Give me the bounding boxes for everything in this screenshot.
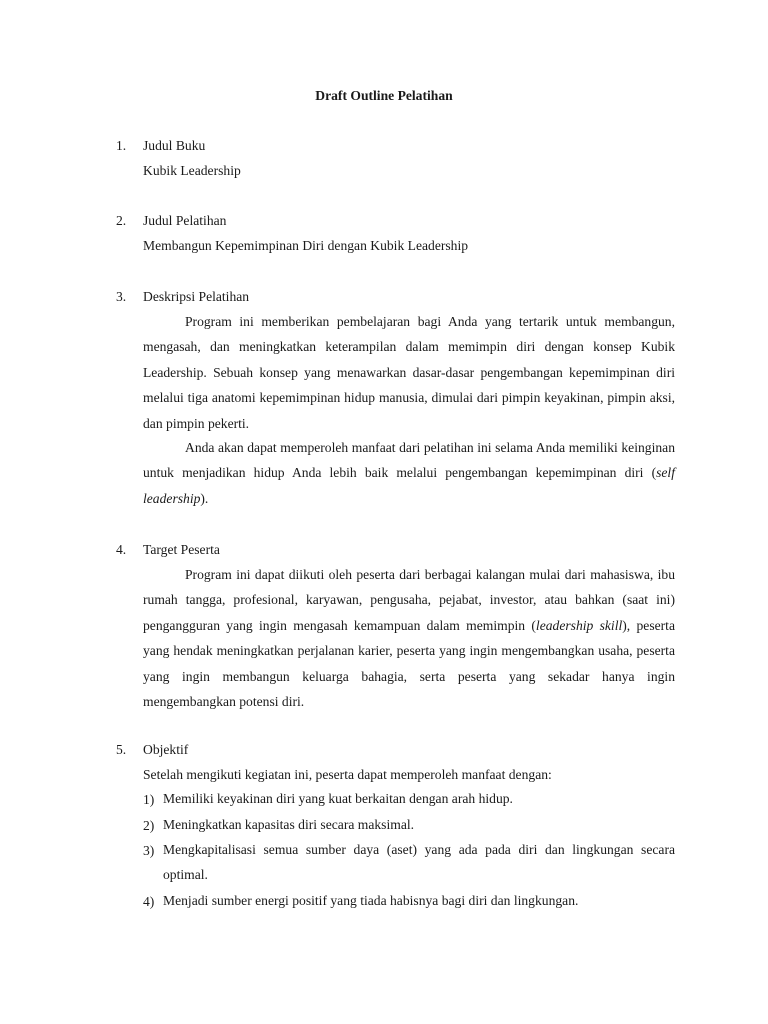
section-subtitle: Kubik Leadership	[143, 163, 241, 178]
section-number: 1.	[116, 138, 127, 153]
list-item-text: Memiliki keyakinan diri yang kuat berkaitan dengan arah hidup.	[163, 791, 513, 806]
target-paragraph-after: ), peserta yang hendak meningkatkan perjalanan karier, peserta yang ingin mengembangkan usaha, peserta yang ingin membangun keluarga bahagia, serta peserta yang sekadar hanya ingin mengembangkan potensi diri.	[143, 617, 675, 710]
section-number: 2.	[116, 213, 127, 228]
objective-intro: Setelah mengikuti kegiatan ini, peserta dapat memperoleh manfaat dengan:	[143, 767, 552, 782]
list-item-text: Meningkatkan kapasitas diri secara maksimal.	[163, 817, 415, 832]
list-item-text: Mengkapitalisasi semua sumber daya (aset) yang ada pada diri dan lingkungan secara optimal.	[163, 842, 675, 883]
target-paragraph-before: Program ini dapat diikuti oleh peserta dari berbagai kalangan mulai dari mahasiswa, ibu rumah tangga, profesional, karyawan, pengusaha, pejabat, investor, atau bahkan (saat ini) pengangguran yang ingin mengasah kemampuan dalam memimpin (	[143, 567, 675, 633]
section-number: 5.	[116, 742, 127, 757]
section-subtitle: Membangun Kepemimpinan Diri dengan Kubik Leadership	[143, 238, 469, 253]
list-item-number: 1)	[143, 792, 155, 807]
section-number: 3.	[116, 289, 127, 304]
target-paragraph-italic: leadership skill	[535, 617, 623, 633]
section-number: 4.	[116, 542, 127, 557]
description-paragraph-2	[143, 435, 675, 511]
section-heading: Target Peserta	[143, 542, 220, 557]
target-paragraph	[143, 562, 675, 714]
section-heading: Judul Buku	[143, 138, 206, 153]
description-paragraph-2-italic: self leadership	[143, 465, 675, 506]
document-title: Draft Outline Pelatihan	[315, 88, 453, 103]
description-paragraph-2-after: ).	[200, 490, 209, 506]
list-item-text: Menjadi sumber energi positif yang tiada habisnya bagi diri dan lingkungan.	[163, 893, 579, 908]
list-item-number: 4)	[143, 894, 155, 909]
description-paragraph-1-text: Program ini memberikan pembelajaran bagi Anda yang tertarik untuk membangun, mengasah, dan meningkatkan keterampilan dalam memimpin diri dengan konsep Kubik Leadership. Sebuah konsep yang menawarkan dasar-dasar pengembangan kepemimpinan diri melalui tiga anatomi kepemimpinan hidup manusia, dimulai dari pimpin keyakinan, pimpin aksi, dan pimpin pekerti.	[143, 314, 675, 431]
section-heading: Judul Pelatihan	[143, 213, 227, 228]
section-heading: Deskripsi Pelatihan	[143, 289, 250, 304]
section-heading: Objektif	[143, 742, 189, 757]
description-paragraph-2-before: Anda akan dapat memperoleh manfaat dari pelatihan ini selama Anda memiliki keinginan untuk menjadikan hidup Anda lebih baik melalui pengembangan kepemimpinan diri (	[143, 440, 675, 481]
description-paragraph-1	[143, 309, 675, 436]
list-item-number: 3)	[143, 843, 155, 858]
list-item-number: 2)	[143, 818, 155, 833]
